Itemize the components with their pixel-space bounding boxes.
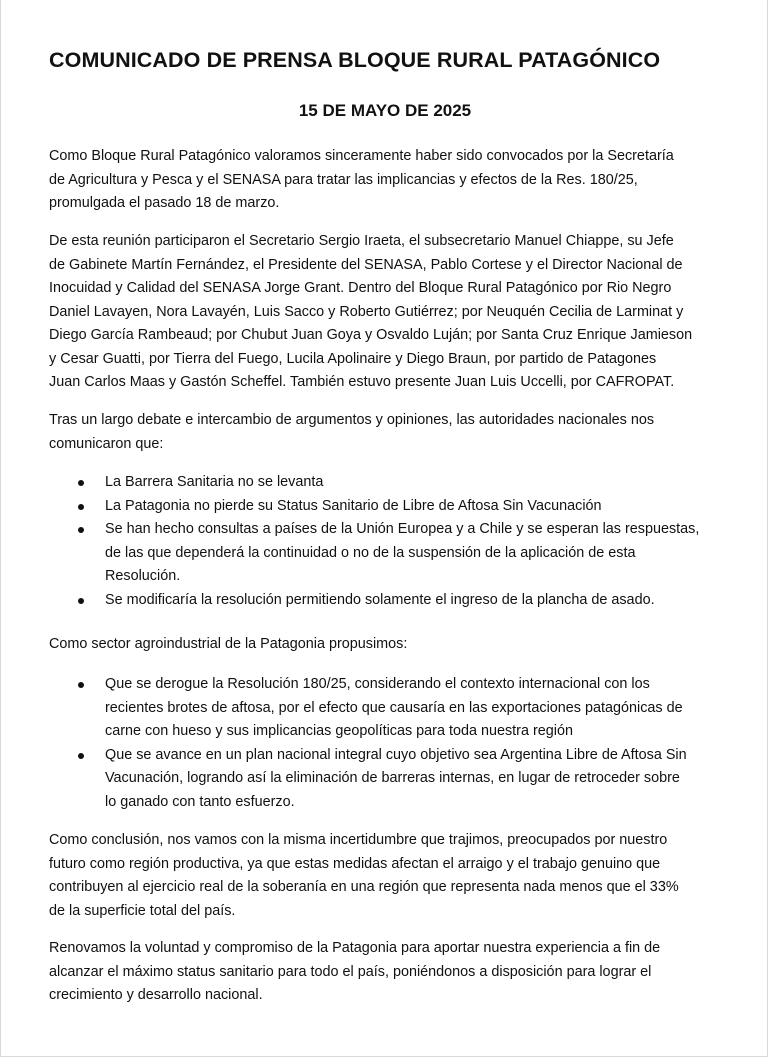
text-line: Inocuidad y Calidad del SENASA Jorge Grant. Dentro del Bloque Rural Patagónico por Rio Negro xyxy=(49,280,672,296)
text-line: Diego García Rambeaud; por Chubut Juan Goya y Osvaldo Luján; por Santa Cruz Enrique Jamieson xyxy=(49,327,693,343)
document-date: 15 DE MAYO DE 2025 xyxy=(298,101,472,120)
text-line: Se modificaría la resolución permitiendo solamente el ingreso de la plancha de asado. xyxy=(105,591,655,608)
text-line: La Patagonia no pierde su Status Sanitario de Libre de Aftosa Sin Vacunación xyxy=(105,497,602,514)
paragraph-closing xyxy=(49,937,729,1008)
bullet-icon xyxy=(78,753,84,759)
text-line: Se han hecho consultas a países de la Unión Europea y a Chile y se esperan las respuestas, xyxy=(105,521,700,537)
bullet-icon xyxy=(78,527,84,533)
text-line: de Agricultura y Pesca y el SENASA para tratar las implicancias y efectos de la Res. 180/25, xyxy=(49,171,638,188)
text-line: de la superficie total del país. xyxy=(49,902,236,919)
text-line: Como Bloque Rural Patagónico valoramos sinceramente haber sido convocados por la Secretaría xyxy=(49,148,674,164)
text-line: Como conclusión, nos vamos con la misma incertidumbre que trajimos, preocupados por nuestro xyxy=(49,832,668,848)
bullet-icon xyxy=(78,504,84,510)
paragraph-proposals xyxy=(49,633,729,657)
text-line: carne con hueso y sus implicancias geopolíticas para toda nuestra región xyxy=(105,723,573,739)
text-line: y Cesar Guatti, por Tierra del Fuego, Lucila Apolinaire y Diego Braun, por partido de Patagones xyxy=(49,350,657,367)
text-line: Tras un largo debate e intercambio de argumentos y opiniones, las autoridades nacionales nos xyxy=(49,412,655,428)
list-item xyxy=(49,518,729,589)
text-line: crecimiento y desarrollo nacional. xyxy=(49,987,263,1003)
text-line: La Barrera Sanitaria no se levanta xyxy=(105,474,324,490)
text-line: de Gabinete Martín Fernández, el Presidente del SENASA, Pablo Cortese y el Director Nacional de xyxy=(49,256,683,273)
list-item xyxy=(49,744,729,815)
bullet-icon xyxy=(78,598,84,604)
paragraph-conclusion xyxy=(49,829,729,923)
text-line: contribuyen al ejercicio real de la soberanía en una región que representa nada menos que el 33% xyxy=(49,879,679,895)
text-line: Vacunación, logrando así la eliminación de barreras internas, en lugar de retroceder sobre xyxy=(105,770,680,786)
document-title: COMUNICADO DE PRENSA BLOQUE RURAL PATAGÓNICO xyxy=(49,48,661,72)
list-item xyxy=(49,471,729,495)
list-proposals xyxy=(49,673,729,814)
text-line: Renovamos la voluntad y compromiso de la Patagonia para aportar nuestra experiencia a fin de xyxy=(49,940,661,956)
list-authorities-statements xyxy=(49,471,729,612)
text-line: Juan Carlos Maas y Gastón Scheffel. También estuvo presente Juan Luis Uccelli, por CAFROPAT. xyxy=(49,374,675,390)
list-item xyxy=(49,495,729,519)
paragraph-intro xyxy=(49,145,729,216)
list-item xyxy=(49,673,729,744)
bullet-icon xyxy=(78,480,84,486)
text-line: recientes brotes de aftosa, por el efecto que causaría en las exportaciones patagónicas de xyxy=(105,699,683,716)
text-line: de las que dependerá la continuidad o no de la suspensión de la aplicación de esta xyxy=(105,544,636,561)
text-line: Como sector agroindustrial de la Patagonia propusimos: xyxy=(49,636,408,652)
bullet-icon xyxy=(78,682,84,688)
text-line: alcanzar el máximo status sanitario para todo el país, poniéndonos a disposición para lograr el xyxy=(49,963,652,980)
list-item xyxy=(49,589,729,613)
text-line: Resolución. xyxy=(105,568,181,584)
text-line: futuro como región productiva, ya que estas medidas afectan el arraigo y el trabajo genuino que xyxy=(49,855,661,872)
paragraph-debate xyxy=(49,409,729,456)
text-line: comunicaron que: xyxy=(49,435,164,452)
text-line: Que se derogue la Resolución 180/25, considerando el contexto internacional con los xyxy=(105,676,650,692)
paragraph-participants xyxy=(49,230,729,395)
text-line: De esta reunión participaron el Secretario Sergio Iraeta, el subsecretario Manuel Chiappe, su Jefe xyxy=(49,233,674,249)
text-line: promulgada el pasado 18 de marzo. xyxy=(49,195,280,211)
text-line: lo ganado con tanto esfuerzo. xyxy=(105,793,295,810)
text-line: Que se avance en un plan nacional integral cuyo objetivo sea Argentina Libre de Aftosa Sin xyxy=(105,746,687,763)
text-line: Daniel Lavayen, Nora Lavayén, Luis Sacco y Roberto Gutiérrez; por Neuquén Cecilia de Larminat y xyxy=(49,303,684,320)
